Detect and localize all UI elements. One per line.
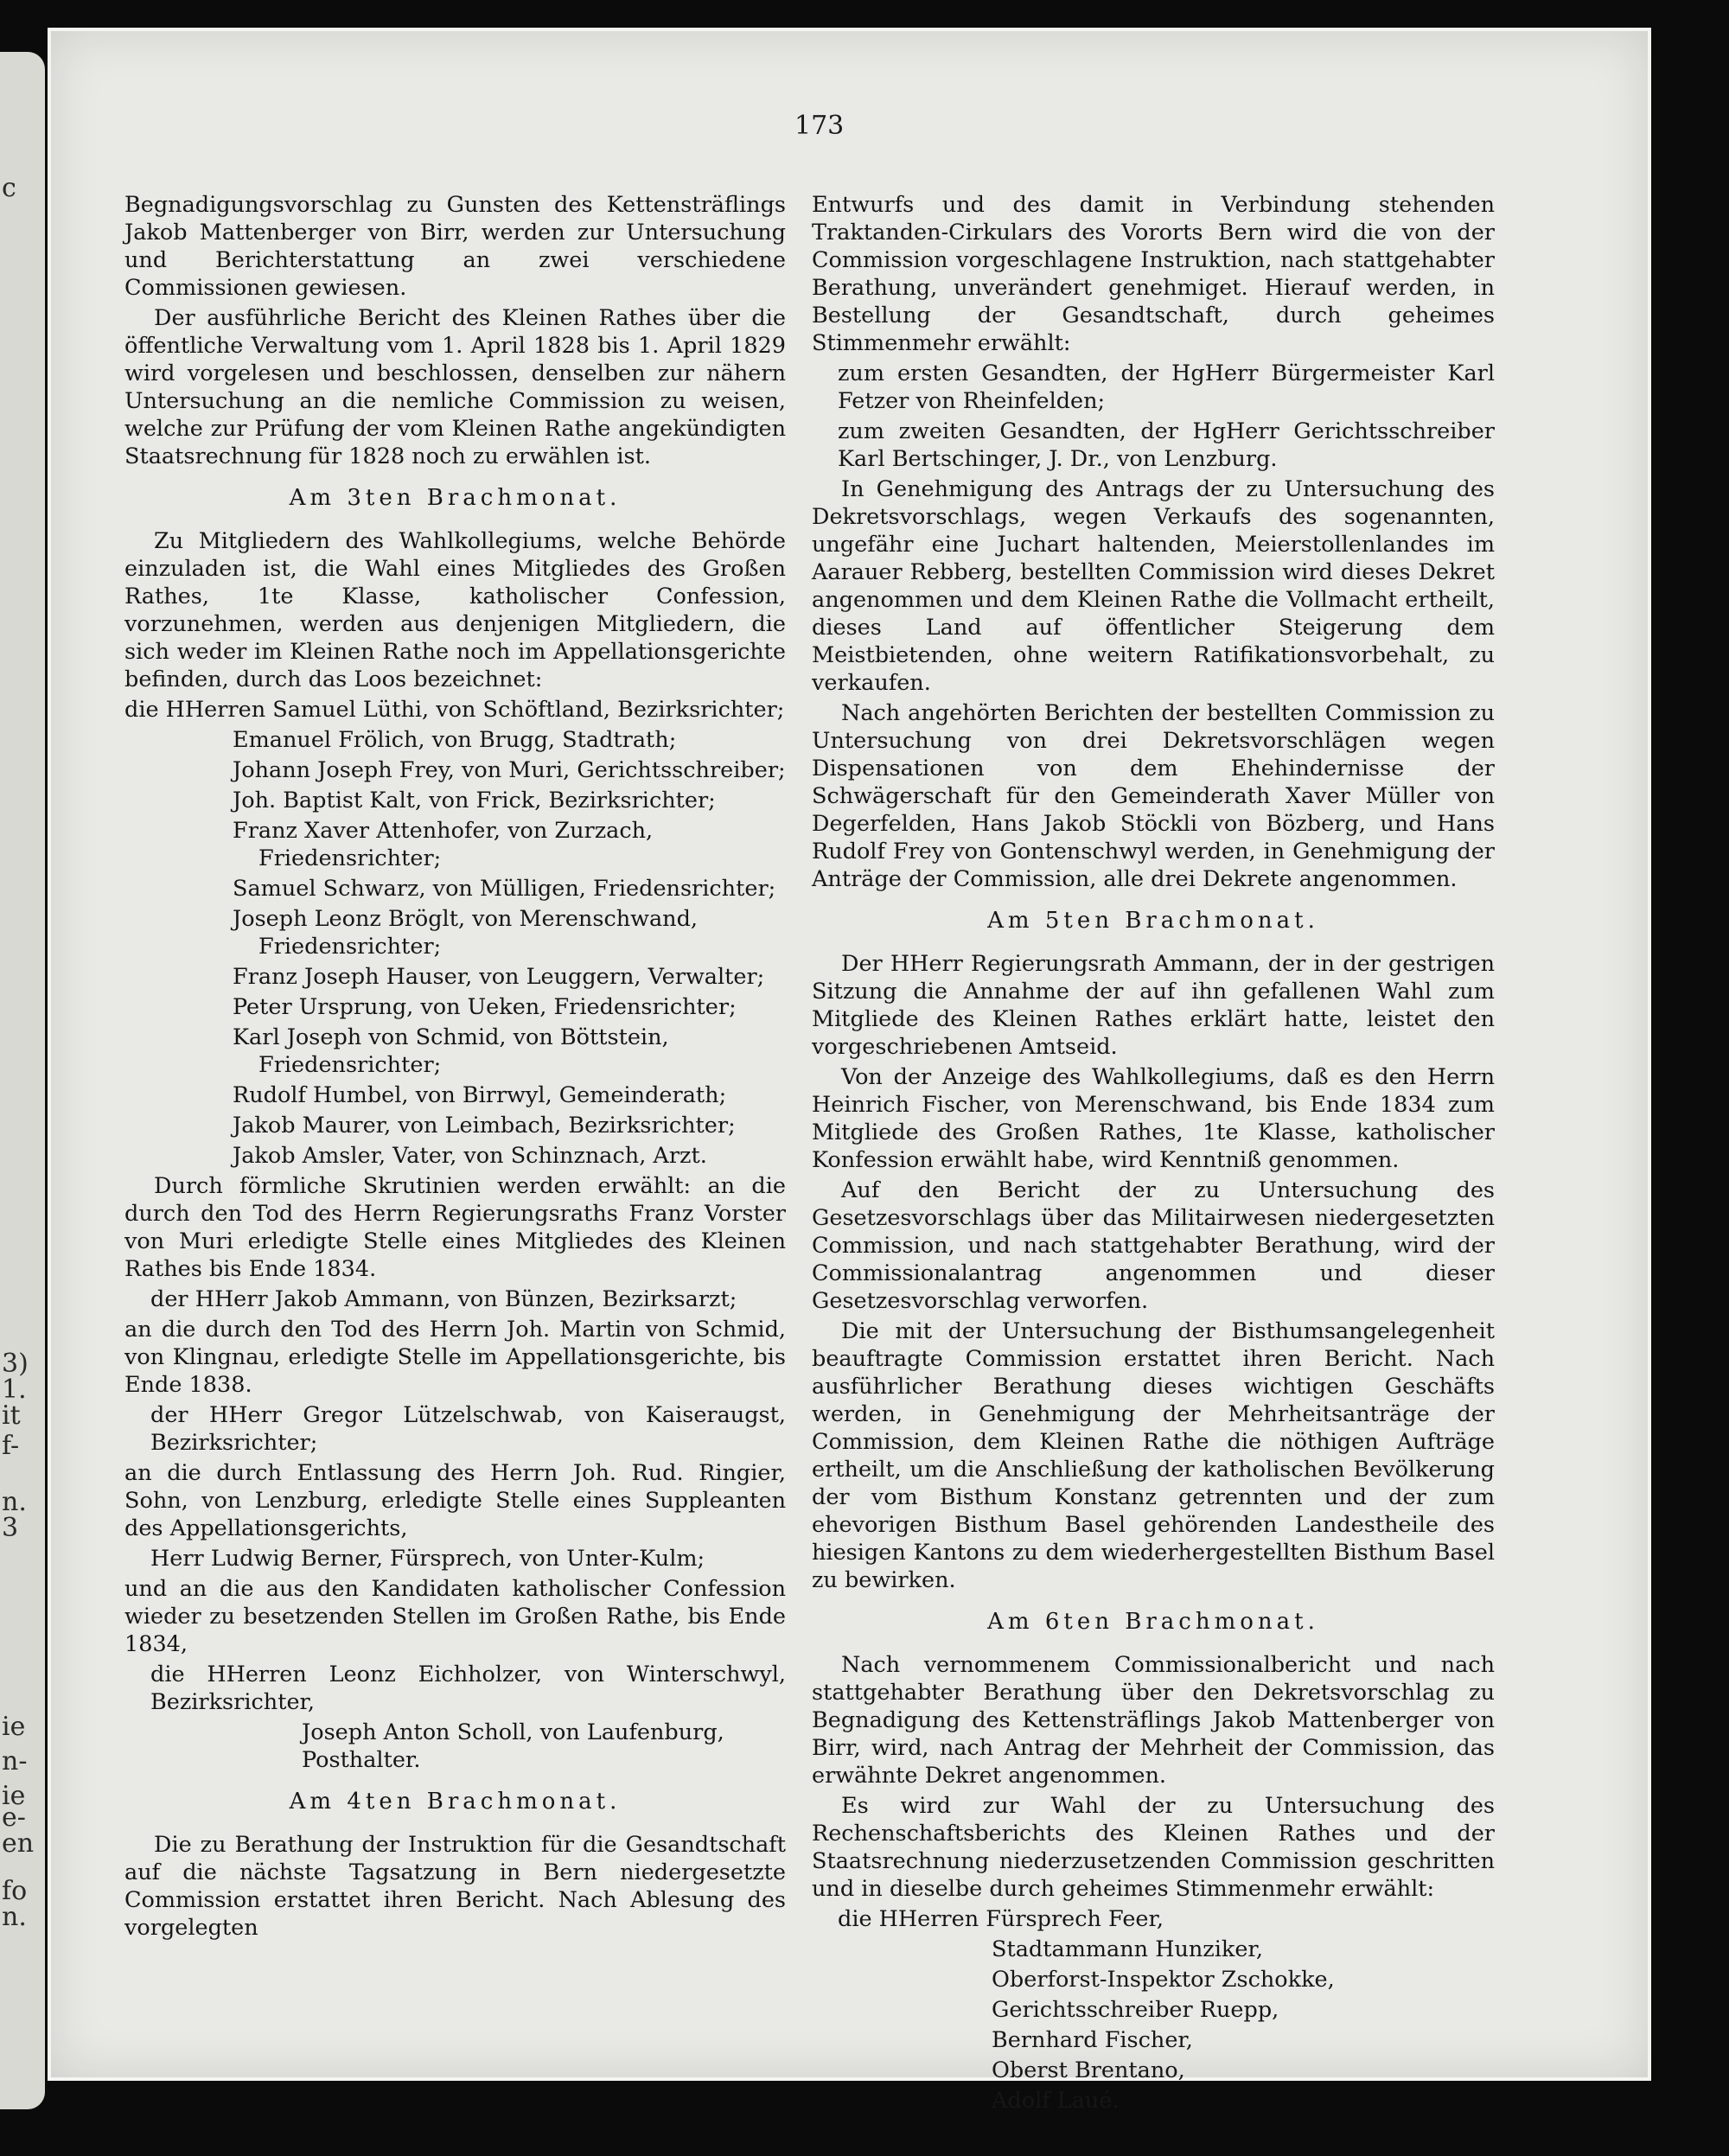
paragraph: Die zu Berathung der Instruktion für die Gesandtschaft auf die nächste Tagsatzung in Bern niedergesetzte Commission erstattet ihren Bericht. Nach Ablesung des vorgelegten — [124, 1832, 786, 1941]
prev-fragment: e- — [2, 1802, 26, 1833]
prev-fragment: en — [2, 1828, 35, 1859]
prev-fragment: n. — [2, 1902, 27, 1932]
prev-fragment: n. — [2, 1487, 27, 1517]
list-item: Gerichtsschreiber Ruepp, — [992, 1997, 1279, 2023]
paragraph: Nach vernommenem Commissionalbericht und nach stattgehabter Berathung über den Dekretsvorschlag zu Begnadigung des Kettensträflings Jakob Mattenberger von Birr, wird, nach Antrag der Mehrheit der Commission, das erwähnte Dekret angenommen. — [812, 1652, 1495, 1789]
paragraph: der HHerr Jakob Ammann, von Bünzen, Bezirksarzt; — [150, 1286, 737, 1312]
section-heading: Am 6ten Brachmonat. — [987, 1609, 1319, 1635]
section-heading: Am 5ten Brachmonat. — [987, 908, 1319, 934]
paragraph: Zu Mitgliedern des Wahlkollegiums, welche Behörde einzuladen ist, die Wahl eines Mitgliedes des Großen Rathes, 1te Klasse, katholischer Confession, vorzunehmen, werden aus denjenigen Mitgliedern, die sich weder im Kleinen Rathe noch im Appellationsgerichte befinden, durch das Loos bezeichnet: — [124, 528, 786, 692]
paragraph: zum ersten Gesandten, der HgHerr Bürgermeister Karl Fetzer von Rheinfelden; — [838, 360, 1495, 414]
paragraph: In Genehmigung des Antrags der zu Untersuchung des Dekretsvorschlags, wegen Verkaufs des sogenannten, ungefähr eine Juchart haltenden, Meierstollenlandes im Aarauer Rebberg, bestellten Commission wird dieses Dekret angenommen und dem Kleinen Rathe die Vollmacht ertheilt, dieses Land auf öffentlicher Steigerung dem Meistbietenden, ohne weitern Ratifikationsvorbehalt, zu verkaufen. — [812, 476, 1495, 696]
list-item: Peter Ursprung, von Ueken, Friedensrichter; — [233, 994, 737, 1020]
list-item: Joseph Leonz Bröglt, von Merenschwand, Friedensrichter; — [233, 906, 699, 960]
paragraph: Auf den Bericht der zu Untersuchung des Gesetzesvorschlags über das Militairwesen niedergesetzten Commission, und nach stattgehabter Berathung, wird der Commissionalantrag angenommen und dieser Gesetzesvorschlag verworfen. — [812, 1177, 1495, 1314]
list-item: Franz Joseph Hauser, von Leuggern, Verwalter; — [233, 964, 765, 990]
list-item: Johann Joseph Frey, von Muri, Gerichtsschreiber; — [233, 757, 786, 783]
paragraph: Die mit der Untersuchung der Bisthumsangelegenheit beauftragte Commission erstattet ihren Bericht. Nach ausführlicher Berathung dieses wichtigen Geschäfts werden, in Genehmigung der Mehrheitsanträge der Commission, dem Kleinen Rathe die nöthigen Aufträge ertheilt, um die Anschließung der katholischen Bevölkerung der vom Bisthum Konstanz getrennten und der zum ehevorigen Bisthum Basel gehörenden Landestheile des hiesigen Kantons zu dem wiederhergestellten Bisthum Basel zu bewirken. — [812, 1318, 1495, 1593]
paragraph: Von der Anzeige des Wahlkollegiums, daß es den Herrn Heinrich Fischer, von Merenschwand, bis Ende 1834 zum Mitgliede des Großen Rathes, 1te Klasse, katholischer Konfession erwählt habe, wird Kenntniß genommen. — [812, 1064, 1495, 1173]
paragraph: die HHerren Fürsprech Feer, — [838, 1906, 1164, 1932]
paragraph: Entwurfs und des damit in Verbindung stehenden Traktanden-Cirkulars des Vororts Bern wird die von der Commission vorgeschlagene Instruktion, nach stattgehabter Berathung, unverändert genehmiget. Hierauf werden, in Bestellung der Gesandtschaft, durch geheimes Stimmenmehr erwählt: — [812, 192, 1495, 356]
paragraph: Nach angehörten Berichten der bestellten Commission zu Untersuchung von drei Dekretsvorschlägen wegen Dispensationen von dem Ehehindernisse der Schwägerschaft für den Gemeinderath Xaver Müller von Degerfelden, Hans Jakob Stöckli von Bözberg, und Hans Rudolf Frey von Gontenschwyl werden, in Genehmigung der Anträge der Commission, alle drei Dekrete angenommen. — [812, 700, 1495, 892]
prev-fragment: fo — [2, 1876, 28, 1906]
member-list — [302, 1719, 786, 1774]
paragraph: Durch förmliche Skrutinien werden erwählt: an die durch den Tod des Herrn Regierungsraths Franz Vorster von Muri erledigte Stelle eines Mitgliedes des Kleinen Rathes bis Ende 1834. — [124, 1173, 786, 1282]
prev-fragment: ie — [2, 1781, 26, 1811]
list-item: Bernhard Fischer, — [992, 2027, 1193, 2053]
list-item: Franz Xaver Attenhofer, von Zurzach, Friedensrichter; — [233, 818, 654, 871]
list-item: Oberst Brentano, — [992, 2057, 1185, 2083]
member-list — [233, 726, 786, 1170]
list-item: Joh. Baptist Kalt, von Frick, Bezirksrichter; — [233, 788, 716, 813]
list-item: Rudolf Humbel, von Birrwyl, Gemeinderath; — [233, 1082, 727, 1108]
prev-fragment: it — [2, 1400, 21, 1431]
paragraph: der HHerr Gregor Lützelschwab, von Kaiseraugst, Bezirksrichter; — [150, 1402, 786, 1456]
left-column — [124, 191, 786, 1944]
paragraph: Herr Ludwig Berner, Fürsprech, von Unter-Kulm; — [150, 1546, 705, 1572]
commission-list — [992, 1936, 1495, 2115]
section-heading: Am 4ten Brachmonat. — [289, 1789, 622, 1815]
paragraph: Der ausführliche Bericht des Kleinen Rathes über die öffentliche Verwaltung vom 1. April 1828 bis 1. April 1829 wird vorgelesen und beschlossen, denselben zur nähern Untersuchung an die nemliche Commission zu weisen, welche zur Prüfung der vom Kleinen Rathe angekündigten Staatsrechnung für 1828 noch zu erwählen ist. — [124, 305, 786, 469]
prev-fragment: f- — [2, 1431, 20, 1461]
paragraph: an die durch Entlassung des Herrn Joh. Rud. Ringier, Sohn, von Lenzburg, erledigte Stelle eines Suppleanten des Appellationsgerichts, — [124, 1460, 786, 1541]
prev-fragment: c — [2, 173, 16, 203]
document-page — [48, 28, 1651, 2114]
paragraph: Begnadigungsvorschlag zu Gunsten des Kettensträflings Jakob Mattenberger von Birr, werden zur Untersuchung und Berichterstattung an zwei verschiedene Commissionen gewiesen. — [124, 192, 786, 301]
section-heading: Am 3ten Brachmonat. — [289, 485, 622, 511]
prev-fragment: n- — [2, 1746, 28, 1776]
previous-page-edge — [0, 52, 45, 2109]
list-item: Adolf Laué. — [992, 2088, 1120, 2114]
paragraph: Es wird zur Wahl der zu Untersuchung des Rechenschaftsberichts des Kleinen Rathes und der Staatsrechnung niederzusetzenden Commission geschritten und in dieselbe durch geheimes Stimmenmehr erwählt: — [812, 1793, 1495, 1902]
list-item: Stadtammann Hunziker, — [992, 1936, 1263, 1962]
list-item: Emanuel Frölich, von Brugg, Stadtrath; — [233, 727, 677, 753]
paragraph: zum zweiten Gesandten, der HgHerr Gerichtsschreiber Karl Bertschinger, J. Dr., von Lenzburg. — [838, 418, 1495, 472]
list-item: Karl Joseph von Schmid, von Böttstein, Friedensrichter; — [233, 1024, 669, 1078]
list-item: Samuel Schwarz, von Mülligen, Friedensrichter; — [233, 876, 776, 902]
list-item: Jakob Amsler, Vater, von Schinznach, Arzt. — [233, 1143, 707, 1169]
list-item: Jakob Maurer, von Leimbach, Bezirksrichter; — [233, 1113, 736, 1139]
prev-fragment: 3) — [2, 1349, 29, 1379]
page-number: 173 — [794, 111, 845, 141]
prev-fragment: 1. — [2, 1375, 27, 1405]
list-intro: die HHerren Samuel Lüthi, von Schöftland, Bezirksrichter; — [124, 697, 785, 723]
prev-fragment: ie — [2, 1712, 26, 1742]
right-column — [812, 191, 1495, 2117]
prev-fragment: 3 — [2, 1513, 19, 1543]
paragraph: die HHerren Leonz Eichholzer, von Winterschwyl, Bezirksrichter, — [150, 1662, 786, 1715]
paragraph: und an die aus den Kandidaten katholischer Confession wieder zu besetzenden Stellen im Großen Rathe, bis Ende 1834, — [124, 1576, 786, 1657]
paragraph: an die durch den Tod des Herrn Joh. Martin von Schmid, von Klingnau, erledigte Stelle im Appellationsgerichte, bis Ende 1838. — [124, 1317, 786, 1398]
paragraph: Der HHerr Regierungsrath Ammann, der in der gestrigen Sitzung die Annahme der auf ihn gefallenen Wahl zum Mitgliede des Kleinen Rathes erklärt hatte, leistet den vorgeschriebenen Amtseid. — [812, 951, 1495, 1060]
list-item: Joseph Anton Scholl, von Laufenburg, Posthalter. — [302, 1719, 724, 1773]
list-item: Oberforst-Inspektor Zschokke, — [992, 1967, 1335, 1993]
